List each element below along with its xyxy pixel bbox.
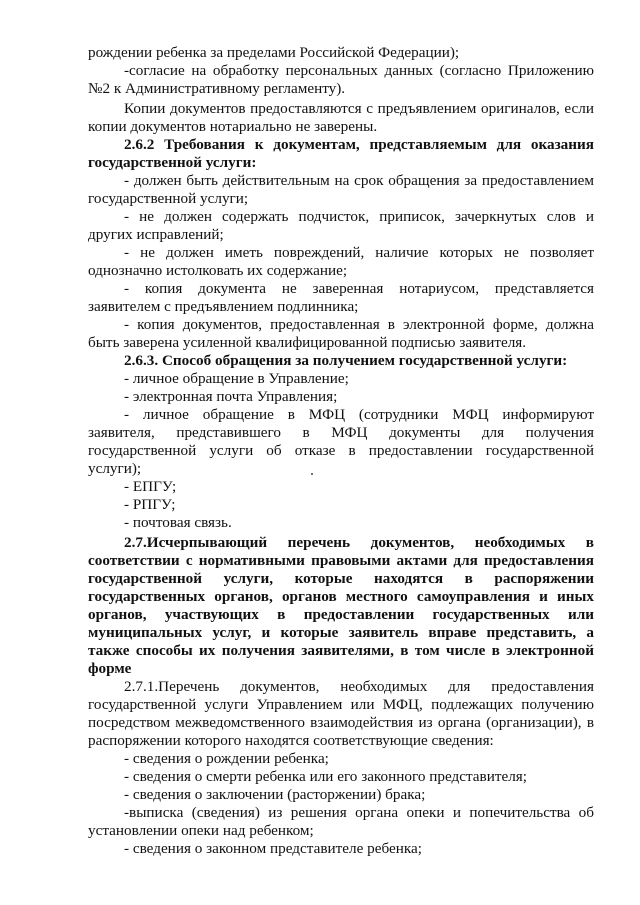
paragraph-line: однозначно истолковать их содержание; bbox=[88, 262, 348, 279]
section-heading-line: 2.6.2 Требования к документам, представляемым для оказания bbox=[124, 136, 594, 153]
paragraph-line: - сведения о рождении ребенка; bbox=[124, 750, 329, 767]
section-heading-line: государственных органов, органов местного самоуправления и иных bbox=[88, 588, 594, 605]
paragraph-line: распоряжении которого находятся соответствующие сведения: bbox=[88, 732, 494, 749]
section-heading-line: 2.6.3. Способ обращения за получением государственной услуги: bbox=[124, 352, 568, 369]
section-heading-line: государственной услуги, которые находятся в распоряжении bbox=[88, 570, 594, 587]
paragraph-line: - электронная почта Управления; bbox=[124, 388, 338, 405]
paragraph-line: других исправлений; bbox=[88, 226, 224, 243]
scan-speck bbox=[311, 473, 313, 475]
paragraph-line: - почтовая связь. bbox=[124, 514, 232, 531]
section-heading-line: также способы их получения заявителями, в том числе в электронной bbox=[88, 642, 594, 659]
paragraph-line: Копии документов предоставляются с предъявлением оригиналов, если bbox=[124, 100, 594, 117]
paragraph-line: - личное обращение в МФЦ (сотрудники МФЦ информируют bbox=[124, 406, 594, 423]
section-heading-line: соответствии с нормативными правовыми актами для предоставления bbox=[88, 552, 594, 569]
paragraph-line: заявителя, представившего в МФЦ документы для получения bbox=[88, 424, 594, 441]
paragraph-line: - копия документов, предоставленная в электронной форме, должна bbox=[124, 316, 594, 333]
paragraph-line: 2.7.1.Перечень документов, необходимых для предоставления bbox=[124, 678, 594, 695]
section-heading-line: форме bbox=[88, 660, 132, 677]
paragraph-line: -согласие на обработку персональных данных (согласно Приложению bbox=[124, 62, 594, 79]
paragraph-line: - ЕПГУ; bbox=[124, 478, 177, 495]
section-heading-line: органов, участвующих в предоставлении государственных или bbox=[88, 606, 594, 623]
paragraph-line: услуги); bbox=[88, 460, 142, 477]
section-heading-line: муниципальных услуг, и которые заявитель вправе представить, а bbox=[88, 624, 594, 641]
paragraph-line: - сведения о законном представителе ребенка; bbox=[124, 840, 422, 857]
paragraph-line: - сведения о заключении (расторжении) брака; bbox=[124, 786, 426, 803]
paragraph-line: - личное обращение в Управление; bbox=[124, 370, 349, 387]
section-heading-line: государственной услуги: bbox=[88, 154, 257, 171]
paragraph-line: быть заверена усиленной квалифицированной подписью заявителя. bbox=[88, 334, 527, 351]
paragraph-line: - РПГУ; bbox=[124, 496, 176, 513]
paragraph-line: №2 к Административному регламенту). bbox=[88, 80, 346, 97]
paragraph-line: заявителем с предъявлением подлинника; bbox=[88, 298, 359, 315]
paragraph-line: государственной услуги Управлением или МФЦ, подлежащих получению bbox=[88, 696, 594, 713]
paragraph-line: -выписка (сведения) из решения органа опеки и попечительства об bbox=[124, 804, 594, 821]
paragraph-line: - должен быть действительным на срок обращения за предоставлением bbox=[124, 172, 594, 189]
paragraph-line: - сведения о смерти ребенка или его законного представителя; bbox=[124, 768, 527, 785]
paragraph-line: - копия документа не заверенная нотариусом, представляется bbox=[124, 280, 594, 297]
paragraph-line: - не должен иметь повреждений, наличие которых не позволяет bbox=[124, 244, 594, 261]
paragraph-line: копии документов нотариально не заверены. bbox=[88, 118, 378, 135]
section-heading-line: 2.7.Исчерпывающий перечень документов, необходимых в bbox=[124, 534, 594, 551]
paragraph-line: рождении ребенка за пределами Российской Федерации); bbox=[88, 44, 460, 61]
paragraph-line: государственной услуги; bbox=[88, 190, 249, 207]
paragraph-line: государственной услуги об отказе в предоставлении государственной bbox=[88, 442, 594, 459]
paragraph-line: - не должен содержать подчисток, приписок, зачеркнутых слов и bbox=[124, 208, 594, 225]
paragraph-line: установлении опеки над ребенком; bbox=[88, 822, 314, 839]
paragraph-line: посредством межведомственного взаимодействия из органа (организации), в bbox=[88, 714, 594, 731]
